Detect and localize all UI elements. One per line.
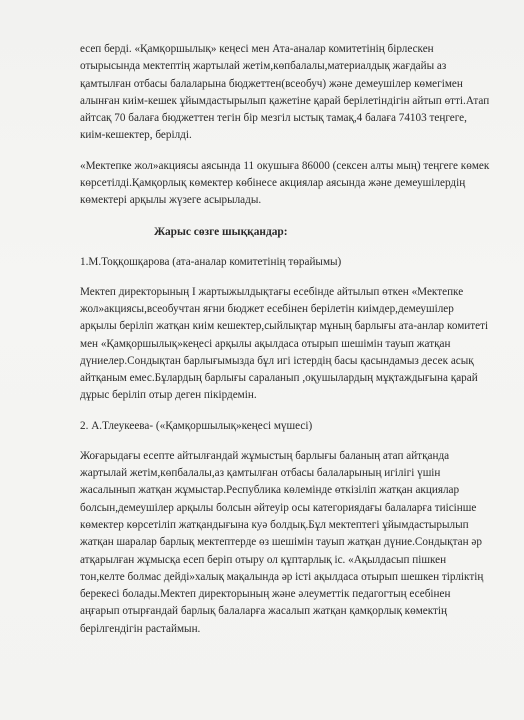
speaker-2-name: 2. А.Тлеукеева- («Қамқоршылық»кеңесі мүшесі): [80, 419, 313, 432]
document-body: [80, 41, 490, 638]
speakers-heading: Жарыс сөзге шыққандар:: [154, 225, 288, 238]
speaker-1-name: 1.М.Тоққошқарова (ата-аналар комитетінің төрайымы): [80, 255, 342, 268]
paragraph-report-continuation: есеп берді. «Қамқоршылық» кеңесі мен Ата-аналар комитетінің бірлескен отырысында мектептің жартылай жетім,көпбалалы,материалдық жағдайы аз қамтылған отбасы балаларына бюджеттен(всеобуч) және демеушілер көмегімен алынған киім-кешек ұйымдастырылып қажетіне қарай берілетіндігін айтып өтті.Атап айтсақ 70 балаға бюджеттен тегін бір мезгіл ыстық тамақ,4 балаға 74103 теңгеге, киім-кешектер, берілді.: [80, 43, 490, 142]
speaker-2-speech: Жоғарыдағы есепте айтылғандай жұмыстың барлығы баланың атап айтқанда жартылай жетім,көпбалалы,аз қамтылған отбасы балаларының игілігі үшін жасалынып жатқан жұмыстар.Республика көлемінде өткізіліп жатқан акциялар болсын,демеушілер арқылы болсын әйтеуір осы категориядағы балаларға тиісінше көмектер көрсетіліп жатқандығына куә болдық.Бұл мектептегі ұйымдастырылып жатқан шаралар барлық мектептерде өз шешімін тауып жатқан дүние.Сондықтан әр атқарылған жұмысқа есеп беріп отыру ол құптарлық іс. «Ақылдасып пішкен тон,келте болмас дейді»халық мақалында әр істі ақылдаса отырып шешкен тірліктің берекесі болады.Мектеп директорының және әлеуметтік педагогтың есебінен аңғарып отырғандай барлық балаларға жасалып жатқан қамқорлық көмектің берілгендігін растаймын.: [80, 449, 484, 635]
paragraph-road-to-school-action: «Мектепке жол»акциясы аясында 11 окушыға 86000 (сексен алты мың) теңгеге көмек көрсетілді.Қамқорлық көмектер көбінесе акциялар аясында және демеушілердің көмектері арқылы жүзеге асырылады.: [80, 159, 490, 207]
speaker-1-speech: Мектеп директорының І жартыжылдықтағы есебінде айтылып өткен «Мектепке жол»акциясы,всеобучтан яғни бюджет есебінен берілетін киімдер,демеушілер арқылы беріліп жатқан киім кешектер,сыйлықтар мұның барлығы ата-анлар комитеті мен «Қамқоршылық»кеңесі арқылы ақылдаса отырып шешімін тауып жатқан дүниелер.Сондықтан барлығымызда бұл игі істердің басы қасындамыз десек асық айтқаным емес.Бұлардың барлығы сараланып ,оқушылардың мұқтаждығына қарай дұрыс беріліп отыр деген пікірдемін.: [80, 285, 489, 402]
